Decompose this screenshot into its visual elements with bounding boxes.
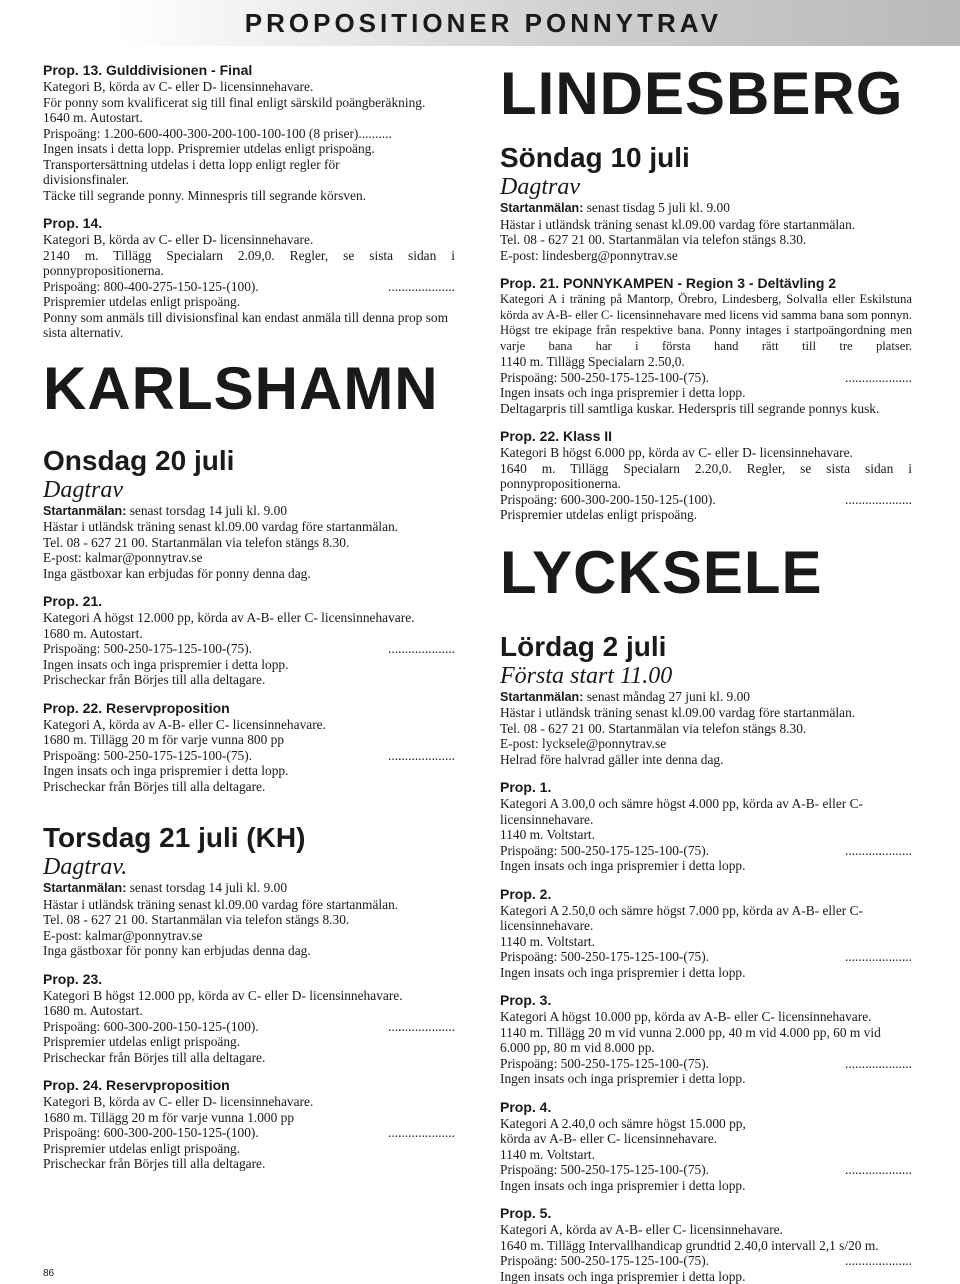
prop-text: Ingen insats och inga prispremier i detta lopp.: [500, 1178, 912, 1194]
prize-points-row: [43, 748, 455, 764]
race-day-title: Söndag 10 juli: [500, 142, 912, 174]
prize-points-row: [500, 1056, 912, 1072]
race-day-lordag: [500, 631, 912, 768]
entry-deadline-text: senast tisdag 5 juli kl. 9.00: [583, 200, 730, 215]
prop-13: [43, 62, 455, 203]
prize-points: Prispoäng: 500-250-175-125-100-(75).: [500, 1162, 709, 1178]
entry-deadline: [500, 200, 912, 217]
spacer: [43, 421, 455, 445]
spacer: [43, 794, 455, 822]
prop-text: 1640 m. Autostart.: [43, 110, 455, 126]
left-column: [43, 62, 455, 1172]
info-text: Helrad före halvrad gäller inte denna dag.: [500, 752, 912, 768]
prop-14: [43, 215, 455, 341]
race-day-sondag: [500, 142, 912, 263]
dot-leader: ....................: [845, 1253, 912, 1269]
entry-deadline: [43, 503, 455, 520]
info-text: Hästar i utländsk träning senast kl.09.00 vardag före startanmälan.: [43, 519, 455, 535]
entry-deadline-text: senast måndag 27 juni kl. 9.00: [583, 689, 750, 704]
dot-leader: ....................: [388, 748, 455, 764]
prop-text: 1680 m. Tillägg 20 m för varje vunna 1.000 pp: [43, 1110, 455, 1126]
prop-text: Prispremier utdelas enligt prispoäng.: [500, 507, 912, 523]
dot-leader: ....................: [845, 370, 912, 386]
info-text: Tel. 08 - 627 21 00. Startanmälan via telefon stängs 8.30.: [43, 535, 455, 551]
prize-points-row: [43, 279, 455, 295]
prop-text: Prispoäng: 1.200-600-400-300-200-100-100-100 (8 priser)..........: [43, 126, 455, 142]
prop-22-left: [43, 700, 455, 795]
prop-title: Prop. 21. PONNYKAMPEN - Region 3 - Deltävling 2: [500, 275, 912, 292]
prop-text: Kategori A högst 12.000 pp, körda av A-B- eller C- licensinnehavare.: [43, 610, 455, 626]
prop-text: För ponny som kvalificerat sig till final enligt särskild poängberäkning.: [43, 95, 455, 111]
entry-deadline-label: Startanmälan:: [500, 201, 583, 215]
spacer: [500, 1193, 912, 1205]
prop-title: Prop. 24. Reservproposition: [43, 1077, 455, 1094]
prop-text: Transportersättning utdelas i detta lopp enligt regler för divisionsfinaler.: [43, 157, 393, 188]
entry-deadline: [43, 880, 455, 897]
header-band: [0, 0, 960, 46]
prop-text: Kategori A 2.40,0 och sämre högst 15.000 pp,: [500, 1116, 912, 1132]
prop-2: [500, 886, 912, 981]
prop-title: Prop. 22. Reservproposition: [43, 700, 455, 717]
prop-5: [500, 1205, 912, 1284]
prize-points: Prispoäng: 600-300-200-150-125-(100).: [43, 1019, 259, 1035]
prop-text: Prispremier utdelas enligt prispoäng.: [43, 294, 455, 310]
prop-text: 1640 m. Tillägg Specialarn 2.20,0. Regler, se sista sidan i ponnypropositionerna.: [500, 461, 912, 492]
info-text: Hästar i utländsk träning senast kl.09.00 vardag före startanmälan.: [500, 217, 912, 233]
prop-text: 1680 m. Autostart.: [43, 1003, 455, 1019]
city-heading-lindesberg: LINDESBERG: [500, 62, 912, 126]
prop-text: 1140 m. Voltstart.: [500, 934, 912, 950]
prize-points-row: [43, 1019, 455, 1035]
prop-text: Prispremier utdelas enligt prispoäng.: [43, 1141, 455, 1157]
prop-title: Prop. 1.: [500, 779, 912, 796]
spacer: [500, 416, 912, 428]
race-day-title: Onsdag 20 juli: [43, 445, 455, 477]
prop-23: [43, 971, 455, 1066]
prop-text: Prispremier utdelas enligt prispoäng.: [43, 1034, 455, 1050]
info-text: Tel. 08 - 627 21 00. Startanmälan via telefon stängs 8.30.: [500, 232, 912, 248]
dot-leader: ....................: [845, 1162, 912, 1178]
prop-text: Ingen insats och inga prispremier i detta lopp.: [500, 385, 912, 401]
info-text: Tel. 08 - 627 21 00. Startanmälan via telefon stängs 8.30.: [500, 721, 912, 737]
prop-text: 1140 m. Tillägg Specialarn 2.50,0.: [500, 354, 912, 370]
prop-text: Ingen insats och inga prispremier i detta lopp.: [500, 965, 912, 981]
prop-text: Kategori A, körda av A-B- eller C- licensinnehavare.: [43, 717, 455, 733]
prize-points: Prispoäng: 500-250-175-125-100-(75).: [500, 1253, 709, 1269]
prize-points-row: [500, 843, 912, 859]
spacer: [43, 688, 455, 700]
prop-text: Kategori B, körda av C- eller D- licensinnehavare.: [43, 1094, 455, 1110]
prize-points-row: [500, 492, 912, 508]
spacer: [500, 605, 912, 631]
prop-text: Ingen insats i detta lopp. Prispremier utdelas enligt prispoäng.: [43, 141, 455, 157]
prize-points: Prispoäng: 800-400-275-150-125-(100).: [43, 279, 259, 295]
dot-leader: ....................: [388, 641, 455, 657]
dot-leader: ....................: [388, 1019, 455, 1035]
email-text: E-post: kalmar@ponnytrav.se: [43, 550, 455, 566]
prop-text: Kategori B, körda av C- eller D- licensinnehavare.: [43, 79, 455, 95]
prop-text: 1140 m. Voltstart.: [500, 1147, 912, 1163]
prop-title: Prop. 5.: [500, 1205, 912, 1222]
prop-title: Prop. 3.: [500, 992, 912, 1009]
prop-1: [500, 779, 912, 874]
prop-21-right: [500, 275, 912, 416]
race-day-subtitle: Dagtrav: [43, 477, 455, 503]
info-text: Hästar i utländsk träning senast kl.09.00 vardag före startanmälan.: [500, 705, 912, 721]
prop-text: 2140 m. Tillägg Specialarn 2.09,0. Regler, se sista sidan i ponnypropositionerna.: [43, 248, 455, 279]
prop-text: Kategori A, körda av A-B- eller C- licensinnehavare.: [500, 1222, 912, 1238]
prop-title: Prop. 4.: [500, 1099, 912, 1116]
spacer: [500, 767, 912, 779]
email-text: E-post: lycksele@ponnytrav.se: [500, 736, 912, 752]
prop-text: Kategori A i träning på Mantorp, Örebro, Lindesberg, Solvalla eller Eskilstuna körda av A-B- eller C- licensinnehavare med licens vid samma bana som ponnyn. Högst tre ekipage från respektive bana. Ponny intages i startpoängordning men varje bana har i första hand rätt till tre platser.: [500, 292, 912, 354]
race-day-subtitle: Första start 11.00: [500, 663, 912, 689]
prop-text: Ponny som anmäls till divisionsfinal kan endast anmäla till denna prop som sista alternativ.: [43, 310, 455, 341]
prop-title: Prop. 2.: [500, 886, 912, 903]
prop-text: Ingen insats och inga prispremier i detta lopp.: [500, 1269, 912, 1284]
prop-text: 1140 m. Voltstart.: [500, 827, 912, 843]
dot-leader: ....................: [845, 949, 912, 965]
prop-4: [500, 1099, 912, 1194]
prop-title: Prop. 22. Klass II: [500, 428, 912, 445]
prop-text: Kategori B högst 6.000 pp, körda av C- eller D- licensinnehavare.: [500, 445, 912, 461]
spacer: [500, 523, 912, 541]
entry-deadline-label: Startanmälan:: [43, 881, 126, 895]
city-heading-lycksele: LYCKSELE: [500, 541, 912, 605]
prop-text: Kategori A 2.50,0 och sämre högst 7.000 pp, körda av A-B- eller C- licensinnehavare.: [500, 903, 912, 934]
prop-text: 1640 m. Tillägg Intervallhandicap grundtid 2.40,0 intervall 2,1 s/20 m.: [500, 1238, 912, 1254]
prop-title: Prop. 14.: [43, 215, 455, 232]
spacer: [500, 874, 912, 886]
prize-points-row: [43, 641, 455, 657]
entry-deadline-text: senast torsdag 14 juli kl. 9.00: [126, 503, 287, 518]
email-text: E-post: lindesberg@ponnytrav.se: [500, 248, 912, 264]
prop-title: Prop. 23.: [43, 971, 455, 988]
spacer: [500, 263, 912, 275]
prop-text: Prischeckar från Börjes till alla deltagare.: [43, 779, 455, 795]
prize-points: Prispoäng: 500-250-175-125-100-(75).: [500, 370, 709, 386]
spacer: [43, 581, 455, 593]
prop-text: Kategori B, körda av C- eller D- licensinnehavare.: [43, 232, 455, 248]
prop-text: körda av A-B- eller C- licensinnehavare.: [500, 1131, 912, 1147]
page-header-title: PROPOSITIONER PONNYTRAV: [245, 8, 722, 39]
prize-points-row: [500, 1253, 912, 1269]
prop-text: Prischeckar från Börjes till alla deltagare.: [43, 1050, 455, 1066]
dot-leader: ....................: [845, 492, 912, 508]
prop-title: Prop. 21.: [43, 593, 455, 610]
prize-points-row: [43, 1125, 455, 1141]
prize-points: Prispoäng: 600-300-200-150-125-(100).: [500, 492, 716, 508]
prop-text: Ingen insats och inga prispremier i detta lopp.: [43, 763, 455, 779]
dot-leader: ....................: [388, 1125, 455, 1141]
spacer: [500, 980, 912, 992]
right-column: [500, 62, 912, 1284]
race-day-subtitle: Dagtrav.: [43, 854, 455, 880]
prop-text: 1680 m. Autostart.: [43, 626, 455, 642]
prop-text: Täcke till segrande ponny. Minnespris till segrande körsven.: [43, 188, 455, 204]
prop-text: 1140 m. Tillägg 20 m vid vunna 2.000 pp, 40 m vid 4.000 pp, 60 m vid 6.000 pp, 80 m vid 8.000 pp.: [500, 1025, 912, 1056]
prop-21-left: [43, 593, 455, 688]
spacer: [43, 1065, 455, 1077]
dot-leader: ....................: [845, 1056, 912, 1072]
prize-points: Prispoäng: 500-250-175-125-100-(75).: [500, 1056, 709, 1072]
prop-3: [500, 992, 912, 1087]
prize-points: Prispoäng: 500-250-175-125-100-(75).: [500, 843, 709, 859]
prop-text: Prischeckar från Börjes till alla deltagare.: [43, 1156, 455, 1172]
prop-text: Kategori B högst 12.000 pp, körda av C- eller D- licensinnehavare.: [43, 988, 455, 1004]
info-text: Hästar i utländsk träning senast kl.09.00 vardag före startanmälan.: [43, 897, 455, 913]
prop-text: Ingen insats och inga prispremier i detta lopp.: [500, 1071, 912, 1087]
prop-text: Kategori A högst 10.000 pp, körda av A-B- eller C- licensinnehavare.: [500, 1009, 912, 1025]
prop-text: Prischeckar från Börjes till alla deltagare.: [43, 672, 455, 688]
info-text: Tel. 08 - 627 21 00. Startanmälan via telefon stängs 8.30.: [43, 912, 455, 928]
spacer: [500, 1087, 912, 1099]
prop-title: Prop. 13. Gulddivisionen - Final: [43, 62, 455, 79]
page-number: 86: [43, 1268, 54, 1279]
prize-points-row: [500, 949, 912, 965]
prop-text: Ingen insats och inga prispremier i detta lopp.: [500, 858, 912, 874]
race-day-torsdag: [43, 822, 455, 959]
city-heading-karlshamn: KARLSHAMN: [43, 357, 455, 421]
dot-leader: ....................: [845, 843, 912, 859]
info-text: Inga gästboxar för ponny kan erbjudas denna dag.: [43, 943, 455, 959]
race-day-subtitle: Dagtrav: [500, 174, 912, 200]
prop-text: Ingen insats och inga prispremier i detta lopp.: [43, 657, 455, 673]
prop-text: Kategori A 3.00,0 och sämre högst 4.000 pp, körda av A-B- eller C- licensinnehavare.: [500, 796, 912, 827]
prop-24: [43, 1077, 455, 1172]
prop-text: 1680 m. Tillägg 20 m för varje vunna 800 pp: [43, 732, 455, 748]
info-text: Inga gästboxar kan erbjudas för ponny denna dag.: [43, 566, 455, 582]
prize-points-row: [500, 1162, 912, 1178]
race-day-title: Torsdag 21 juli (KH): [43, 822, 455, 854]
prop-22-right: [500, 428, 912, 523]
entry-deadline-label: Startanmälan:: [43, 504, 126, 518]
prize-points: Prispoäng: 600-300-200-150-125-(100).: [43, 1125, 259, 1141]
prize-points: Prispoäng: 500-250-175-125-100-(75).: [500, 949, 709, 965]
entry-deadline: [500, 689, 912, 706]
spacer: [43, 203, 455, 215]
prize-points: Prispoäng: 500-250-175-125-100-(75).: [43, 641, 252, 657]
prize-points-row: [500, 370, 912, 386]
race-day-onsdag: [43, 445, 455, 582]
entry-deadline-text: senast torsdag 14 juli kl. 9.00: [126, 880, 287, 895]
prize-points: Prispoäng: 500-250-175-125-100-(75).: [43, 748, 252, 764]
spacer: [500, 126, 912, 142]
race-day-title: Lördag 2 juli: [500, 631, 912, 663]
entry-deadline-label: Startanmälan:: [500, 690, 583, 704]
dot-leader: ....................: [388, 279, 455, 295]
prop-text: Deltagarpris till samtliga kuskar. Hederspris till segrande ponnys kusk.: [500, 401, 912, 417]
email-text: E-post: kalmar@ponnytrav.se: [43, 928, 455, 944]
spacer: [43, 959, 455, 971]
